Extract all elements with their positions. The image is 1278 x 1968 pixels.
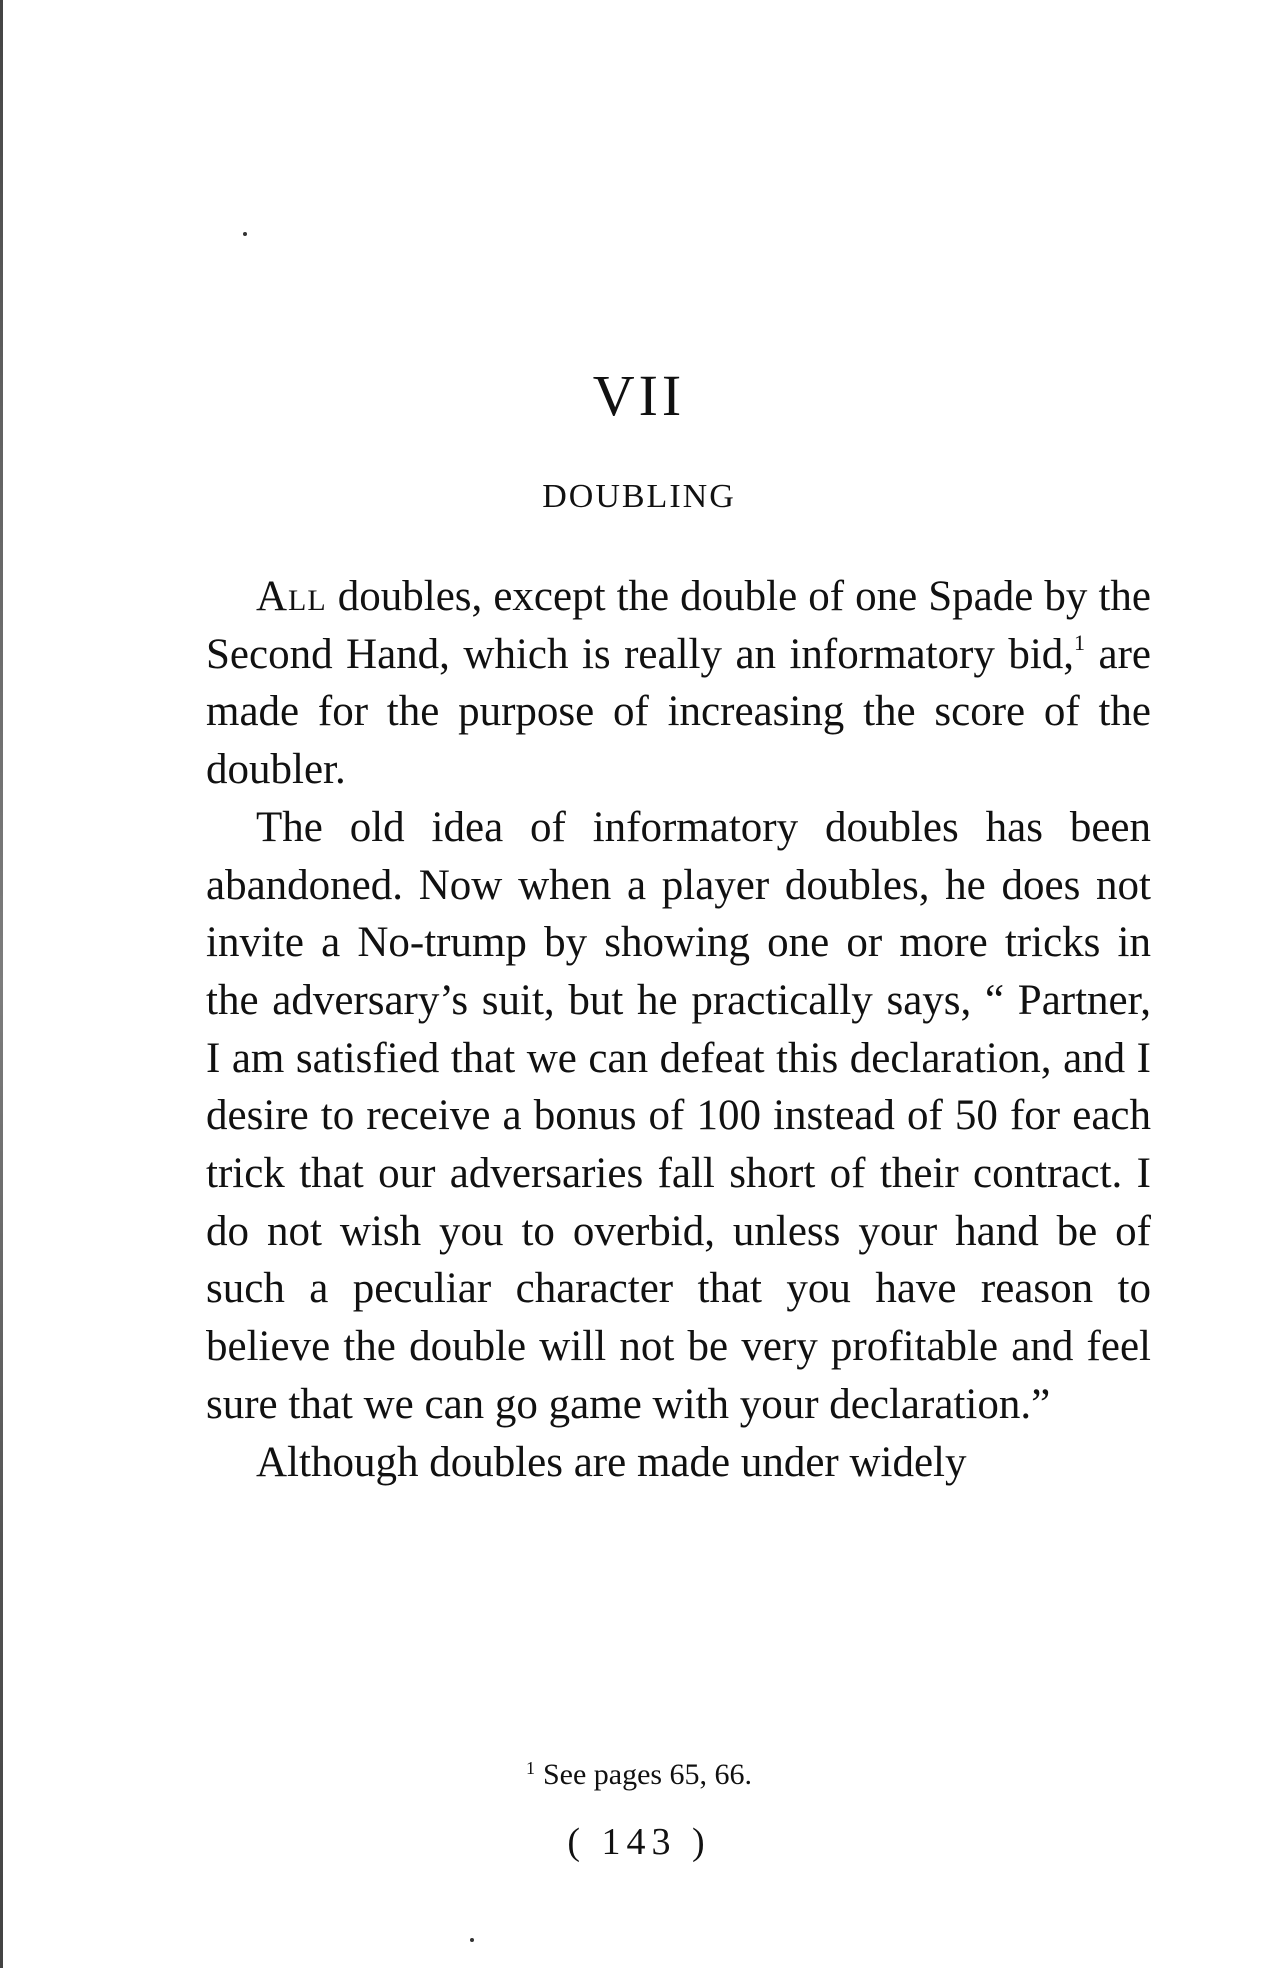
- paragraph-1-text-a: doubles, except the double of one Spade by the Second Hand, which is really an informatory bid,: [206, 573, 1151, 678]
- paragraph-2: The old idea of informatory doubles has been abandoned. Now when a player doubles, he does not invite a No-trump by showing one or more tricks in the adversary’s suit, but he practically says, “ Partner, I am satisfied that we can defeat this declaration, and I desire to receive a bonus of 100 instead of 50 for each trick that our adversaries fall short of their contract. I do not wish you to overbid, unless your hand be of such a peculiar character that you have reason to believe the double will not be very profitable and feel sure that we can go game with your declaration.”: [206, 803, 1151, 1428]
- scan-speck: [243, 232, 247, 236]
- page-number: ( 143 ): [567, 1821, 711, 1863]
- paragraph-1: [206, 568, 1151, 799]
- footnote-text: See pages 65, 66.: [542, 1758, 753, 1791]
- scan-edge: [0, 0, 3, 1968]
- scan-speck: [470, 1938, 474, 1942]
- chapter-title: DOUBLING: [542, 478, 736, 515]
- paragraph-lead-word: All: [256, 573, 327, 620]
- footnote-reference: 1: [1074, 629, 1086, 655]
- paragraph-1-text-b: are made for the purpose of increasing the score of the doubler.: [206, 630, 1151, 794]
- body-text: [206, 568, 1151, 1491]
- paragraph-3: Although doubles are made under widely: [256, 1438, 967, 1486]
- footnote-mark: 1: [525, 1758, 535, 1778]
- chapter-number: VII: [592, 363, 686, 428]
- footnote: [0, 1758, 1278, 1792]
